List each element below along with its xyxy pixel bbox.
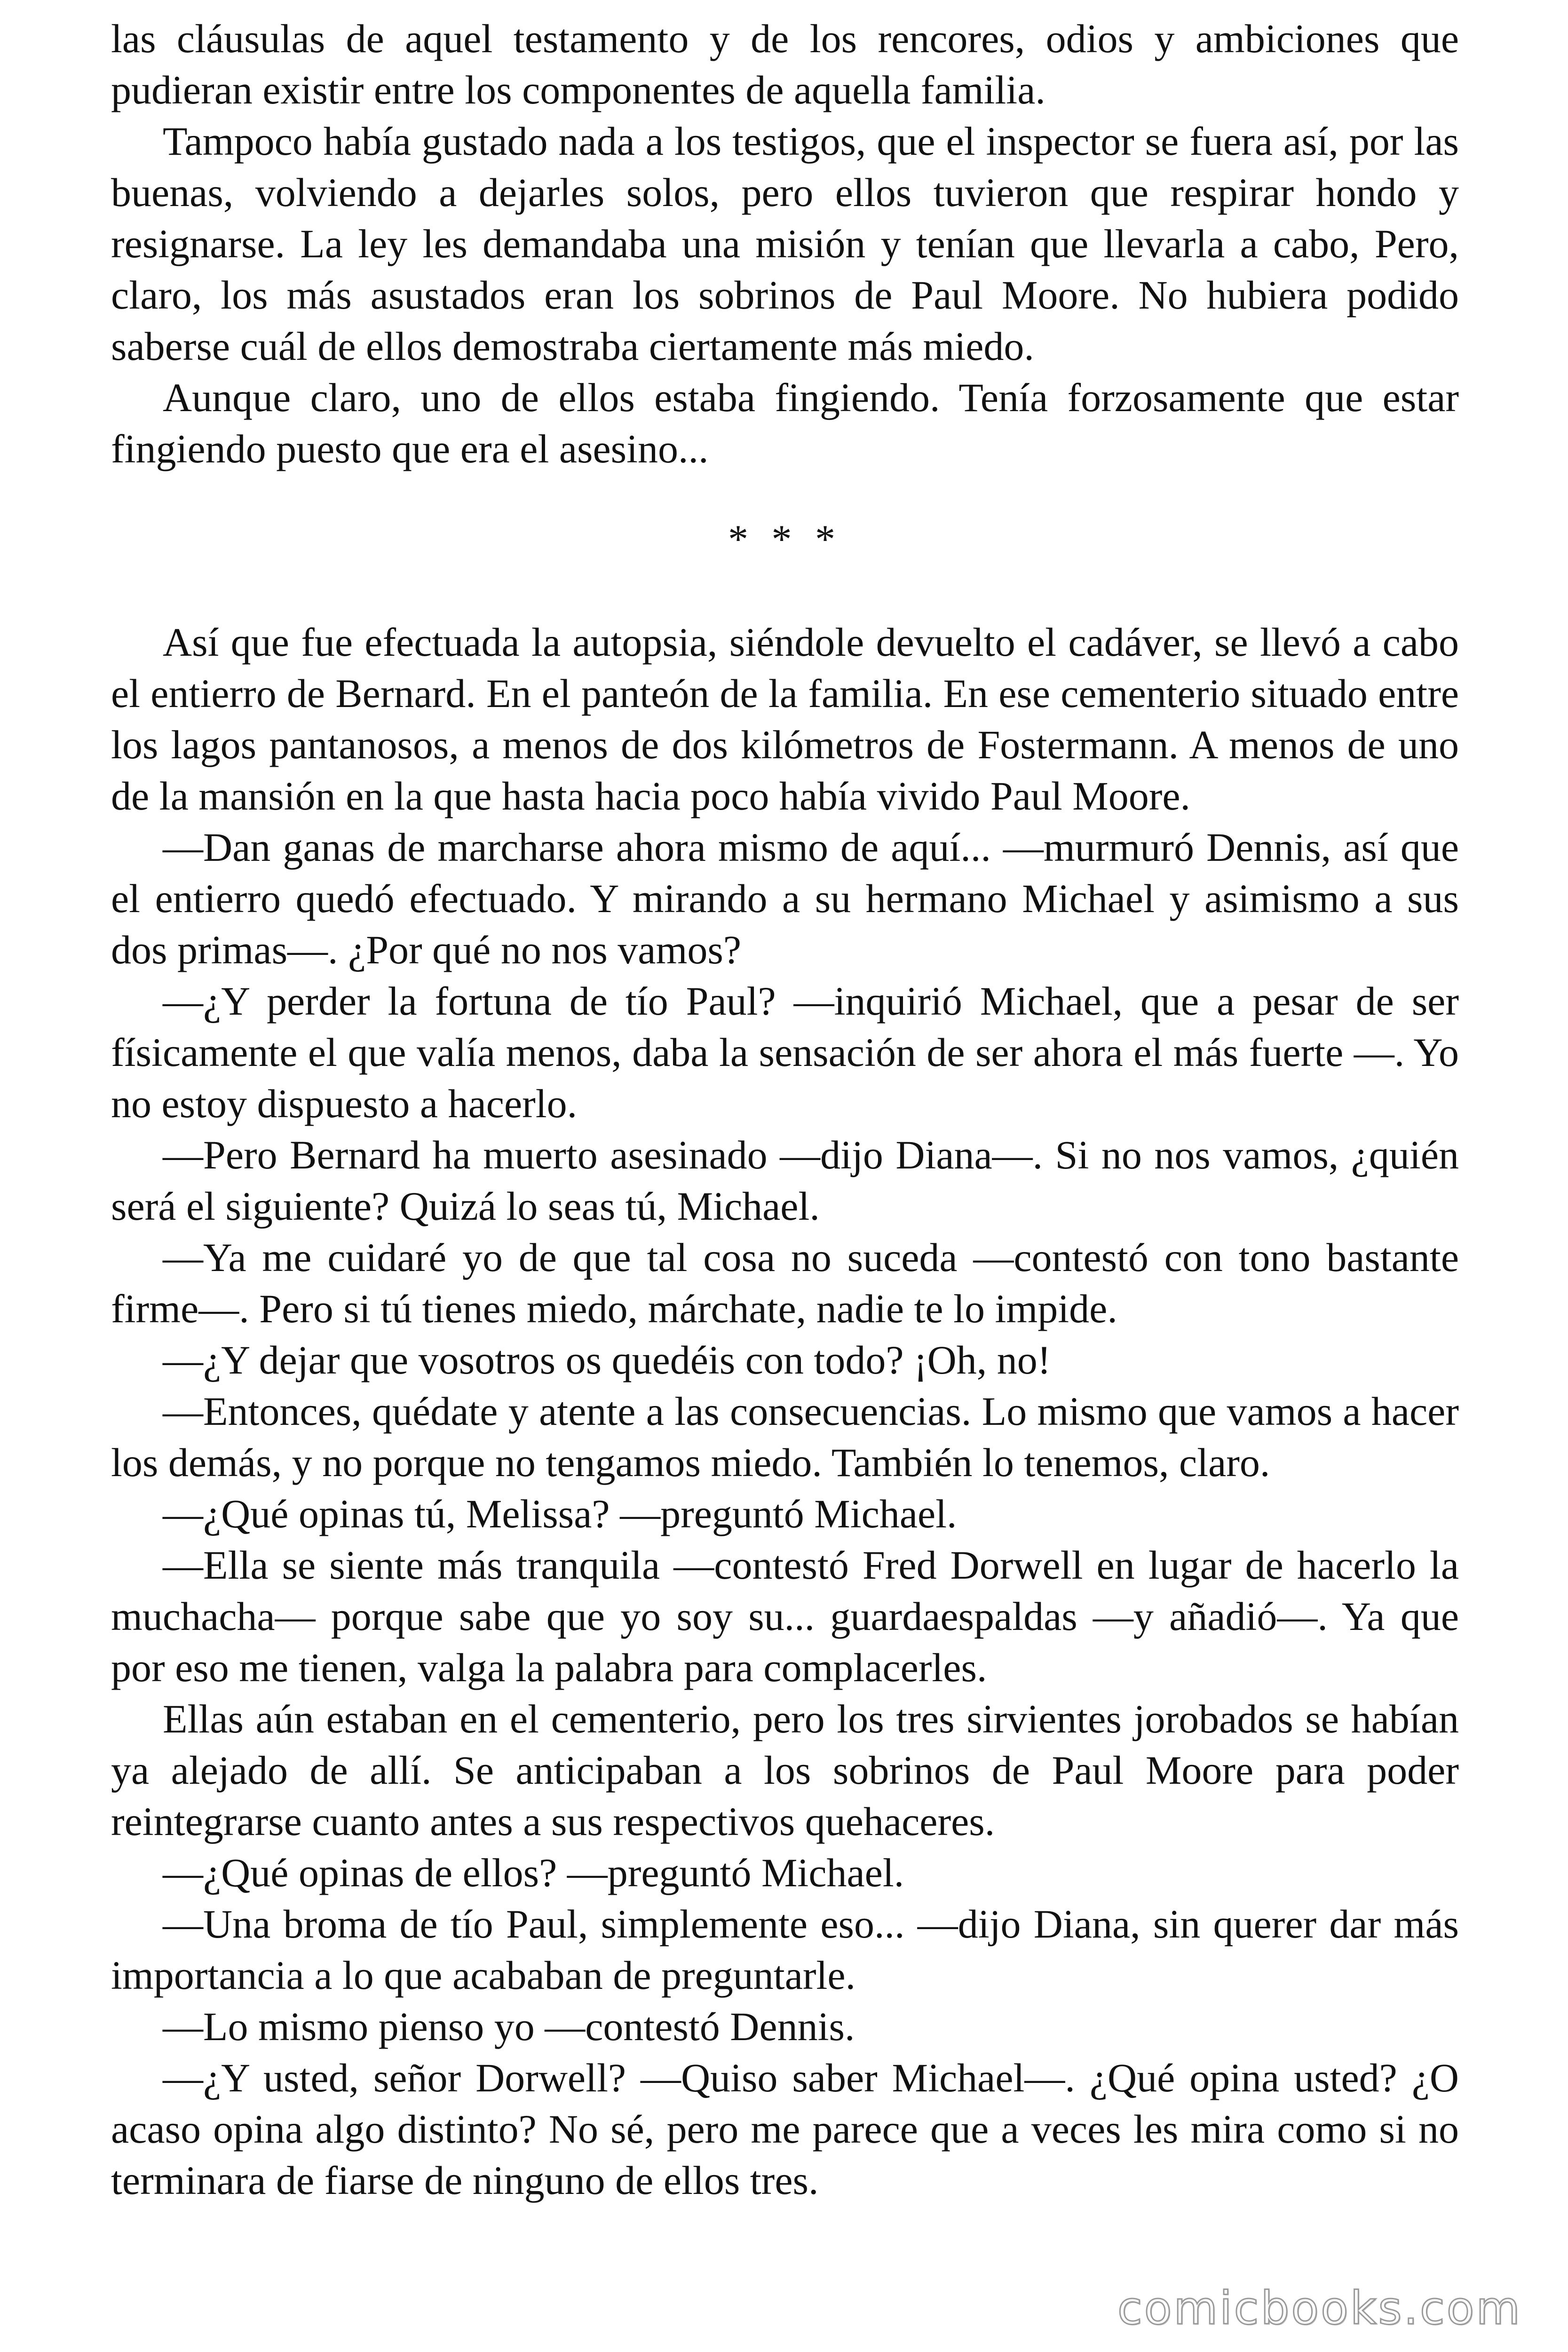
paragraph: —Pero Bernard ha muerto asesinado —dijo Diana—. Si no nos vamos, ¿quién será el siguiente? Quizá lo seas tú, Michael. — [111, 1132, 1459, 1229]
paragraph: —Ella se siente más tranquila —contestó Fred Dorwell en lugar de hacerlo la muchacha— porque sabe que yo soy su... guardaespaldas —y añadió—. Ya que por eso me tienen, valga la palabra para complacerles. — [111, 1542, 1459, 1690]
paragraph: —¿Y perder la fortuna de tío Paul? —inquirió Michael, que a pesar de ser físicamente el que valía menos, daba la sensación de ser ahora el más fuerte —. Yo no estoy dispuesto a hacerlo. — [111, 978, 1459, 1126]
section-separator: * * * — [728, 516, 842, 562]
paragraph: Así que fue efectuada la autopsia, siéndole devuelto el cadáver, se llevó a cabo el entierro de Bernard. En el panteón de la familia. En ese cementerio situado entre los lagos pantanosos, a menos de dos kilómetros de Fostermann. A menos de uno de la mansión en la que hasta hacia poco había vivido Paul Moore. — [111, 620, 1459, 818]
text-block-after-separator — [111, 617, 1459, 2206]
paragraph: —¿Y dejar que vosotros os quedéis con todo? ¡Oh, no! — [163, 1337, 1051, 1383]
page-body — [111, 13, 1459, 2206]
paragraph: Tampoco había gustado nada a los testigos, que el inspector se fuera así, por las buenas, volviendo a dejarles solos, pero ellos tuvieron que respirar hondo y resignarse. La ley les demandaba una misión y tenían que llevarla a cabo, Pero, claro, los más asustados eran los sobrinos de Paul Moore. No hubiera podido saberse cuál de ellos demostraba ciertamente más miedo. — [111, 119, 1459, 369]
paragraph: —¿Qué opinas tú, Melissa? —preguntó Michael. — [163, 1491, 957, 1536]
paragraph: —¿Y usted, señor Dorwell? —Quiso saber Michael—. ¿Qué opina usted? ¿O acaso opina algo distinto? No sé, pero me parece que a veces les mira como si no terminara de fiarse de ninguno de ellos tres. — [111, 2055, 1459, 2203]
paragraph: —Una broma de tío Paul, simplemente eso... —dijo Diana, sin querer dar más importancia a lo que acababan de preguntarle. — [111, 1901, 1459, 1998]
text-block-before-separator — [111, 13, 1459, 475]
paragraph: las cláusulas de aquel testamento y de los rencores, odios y ambiciones que pudieran existir entre los componentes de aquella familia. — [111, 16, 1459, 112]
paragraph: Ellas aún estaban en el cementerio, pero los tres sirvientes jorobados se habían ya alejado de allí. Se anticipaban a los sobrinos de Paul Moore para poder reintegrarse cuanto antes a sus respectivos quehaceres. — [111, 1696, 1459, 1844]
paragraph: Aunque claro, uno de ellos estaba fingiendo. Tenía forzosamente que estar fingiendo puesto que era el asesino... — [111, 375, 1459, 471]
paragraph: —Lo mismo pienso yo —contestó Dennis. — [163, 2004, 855, 2049]
paragraph: —Entonces, quédate y atente a las consecuencias. Lo mismo que vamos a hacer los demás, y no porque no tengamos miedo. También lo tenemos, claro. — [111, 1389, 1459, 1485]
paragraph: —¿Qué opinas de ellos? —preguntó Michael. — [163, 1850, 904, 1895]
paragraph: —Ya me cuidaré yo de que tal cosa no suceda —contestó con tono bastante firme—. Pero si tú tienes miedo, márchate, nadie te lo impide. — [111, 1235, 1459, 1331]
watermark-text: comicbooks.com — [1117, 2282, 1522, 2335]
paragraph: —Dan ganas de marcharse ahora mismo de aquí... —murmuró Dennis, así que el entierro quedó efectuado. Y mirando a su hermano Michael y asimismo a sus dos primas—. ¿Por qué no nos vamos? — [111, 825, 1459, 972]
